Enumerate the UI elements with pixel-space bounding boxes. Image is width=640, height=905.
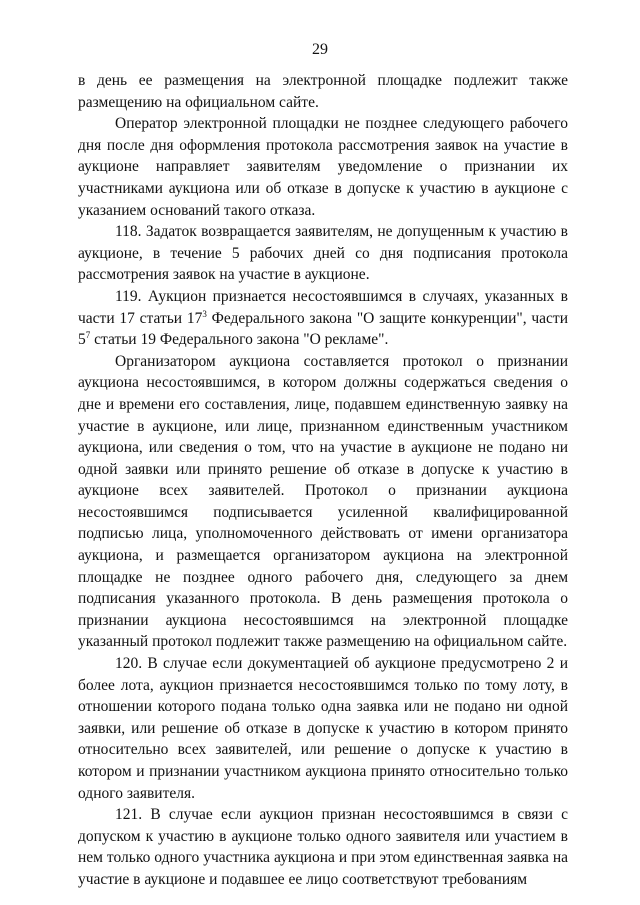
paragraph-119	[78, 286, 568, 351]
paragraph-120: 120. В случае если документацией об аукционе предусмотрено 2 и более лота, аукцион признается несостоявшимся только по тому лоту, в отношении которого подана только одна заявка или не подано ни одной заявки, или решение об отказе в допуске к участию в котором принято относительно всех заявителей, или решение о допуске к участию в котором и признании участником аукциона принято относительно только одного заявителя.	[78, 655, 568, 802]
paragraph-organizer-protocol: Организатором аукциона составляется протокол о признании аукциона несостоявшимся, в котором должны содержаться сведения о дне и времени его составления, лице, подавшем единственную заявку на участие в аукционе, или лице, признанном единственным участником аукциона, или сведения о том, что на участие в аукционе не подано ни одной заявки или принято решение об отказе в допуске к участию в аукционе всех заявителей. Протокол о признании аукциона несостоявшимся подписывается усиленной квалифицированной подписью лица, уполномоченного действовать от имени организатора аукциона, и размещается организатором аукциона на электронной площадке не позднее одного рабочего дня, следующего за днем подписания указанного протокола. В день размещения протокола о признании аукциона несостоявшимся на электронной площадке указанный протокол подлежит также размещению на официальном сайте.	[78, 352, 568, 651]
paragraph-119-text-3: статьи 19 Федерального закона "О рекламе".	[90, 331, 389, 349]
paragraph-119-text-1: 119. Аукцион признается несостоявшимся в случаях, указанных в части 17 статьи 17	[78, 287, 568, 327]
paragraph-119-text-2: Федерального закона "О защите конкуренции", части 5	[78, 309, 568, 349]
paragraph-118: 118. Задаток возвращается заявителям, не допущенным к участию в аукционе, в течение 5 рабочих дней со дня подписания протокола рассмотрения заявок на участие в аукционе.	[78, 223, 568, 284]
paragraph-operator-notice: Оператор электронной площадки не позднее следующего рабочего дня после дня оформления протокола рассмотрения заявок на участие в аукционе направляет заявителям уведомление о признании их участниками аукциона или об отказе в допуске к участию в аукционе с указанием оснований такого отказа.	[78, 115, 568, 219]
paragraph-121: 121. В случае если аукцион признан несостоявшимся в связи с допуском к участию в аукционе только одного заявителя или участием в нем только одного участника аукциона и при этом единственная заявка на участие в аукционе и подавшее ее лицо соответствуют требованиям	[78, 806, 568, 888]
superscript-5-7: 7	[85, 330, 91, 341]
page-number: 29	[312, 41, 328, 58]
superscript-17-3: 3	[202, 308, 207, 319]
paragraph-continuation: в день ее размещения на электронной площадке подлежит также размещению на официальном сайте.	[78, 72, 568, 111]
document-body	[78, 70, 568, 891]
